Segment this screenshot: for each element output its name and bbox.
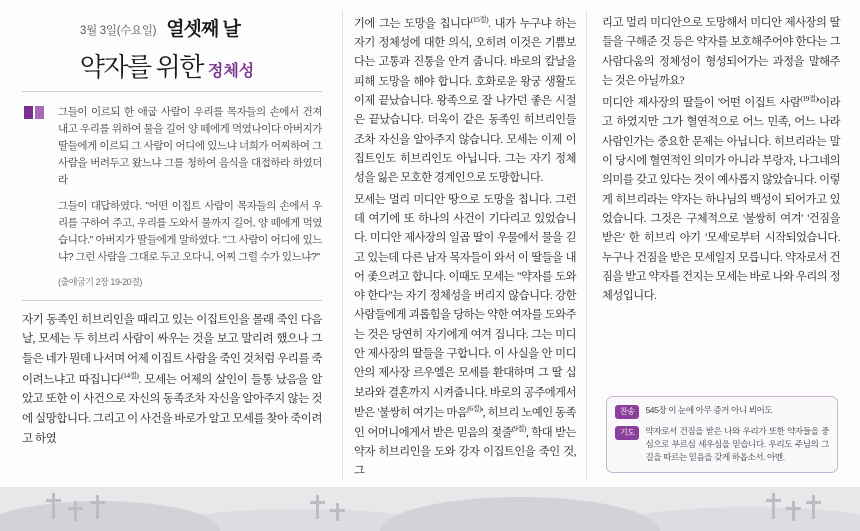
prayer-row xyxy=(615,425,829,464)
hymn-pill-label: 찬송 xyxy=(615,405,639,419)
cross-icon xyxy=(74,501,77,521)
page-title-accent: 정체성 xyxy=(207,63,255,80)
prayer-pill-label: 기도 xyxy=(615,426,639,440)
scripture-reference: (출애굽기 2장 19-20절) xyxy=(58,277,142,287)
cross-icon xyxy=(792,501,795,521)
cross-icon xyxy=(52,493,55,519)
column-middle xyxy=(346,0,584,531)
section-divider xyxy=(22,300,322,301)
header-date-row xyxy=(80,14,322,41)
column-divider-2 xyxy=(586,10,587,480)
cross-icon xyxy=(96,495,99,519)
scripture-paragraph xyxy=(58,198,322,266)
cross-icon xyxy=(772,493,775,519)
hymn-prayer-box xyxy=(606,396,838,473)
page-title xyxy=(22,47,322,84)
hill-shape xyxy=(0,501,220,531)
body-text-col1 xyxy=(22,311,322,450)
cross-icon xyxy=(812,495,815,519)
body-paragraph: 기에 그는 도망을 칩니다$^{(15절)}$. 내가 누구냐 하는 자기 정체성에 대한 의식, 오히려 이것은 기쁨보다는 고통과 진통을 안겨 줍니다. 바로의 칼날을 피해 도망을 해야 합니다. 호화로운 왕궁 생활도 이제 끝났습니다. 왕족으로 잘 나가던 좋은 시절은 끝났습니다. 더욱이 같은 동족인 히브리인들조차 자신을 알아주지 않습니다. 모세는 이제 이집트인도 히브리인도 아닙니다. 그는 자기 정체성을 잃은 모호한 경계인으로 도망합니다. xyxy=(354,15,576,185)
cross-icon xyxy=(316,495,319,519)
body-paragraph: 모세는 멀리 미디안 땅으로 도망을 칩니다. 그런데 여기에 또 하나의 사건이 기다리고 있었습니다. 미디안 제사장의 일곱 딸이 우물에서 물을 긷고 있는데 다른 남자 목자들이 와서 이 딸들을 내어 좇으려고 합니다. 이때도 모세는 "약자를 도와야 한다"는 자기 정체성을 버리지 않습니다. 강한 사람들에게 괴롭힘을 당하는 약한 여자를 도와주는 것은 당연히 자기에게 여겨 집니다. 그는 미디안 제사장의 딸들을 구합니다. 이 사실을 안 미디안의 제사장 르우엘은 모세를 환대하며 그 딸 십보라와 결혼까지 시켜줍니다. 바로의 공주에게서 받은 '불쌍히 여기는 마음$^{(6절)}$', 히브리 노예인 동족인 어머니에게서 받은 믿음의 젖줄$^{(9절)}$, 학대 받는 약자 히브리인을 도와 강자 이집트인을 죽인 것, 그 xyxy=(354,193,577,478)
body-text-col2 xyxy=(354,14,576,482)
column-left xyxy=(0,0,340,531)
hymn-row xyxy=(615,404,829,419)
cross-icon xyxy=(336,503,339,521)
body-text-col3 xyxy=(602,14,840,306)
prayer-text: 약자로서 건짐을 받은 나와 우리가 또한 약자들을 중심으로 부르심 세우심을 믿습니다. 우리도 주님의 그 길을 따르는 믿음을 갖게 하옵소서. 아멘. xyxy=(645,426,829,463)
page-title-plain: 약자를 위한 xyxy=(79,53,208,82)
scripture-paragraph-text: 그들이 대답하였다. "어떤 이집트 사람이 목자들의 손에서 우리를 구하여 주고, 우리를 도와서 물까지 길어, 양 떼에게 먹였습니다." 아버지가 딸들에게 말하였다. "그 사람이 어디에 있느냐? 그런 사람을 그대로 두고 오다니, 어찌 그럴 수가 있느냐?" xyxy=(58,200,322,263)
column-divider-1 xyxy=(342,10,343,480)
body-paragraph: 리고 멀리 미디안으로 도망해서 미디안 제사장의 딸들을 구해준 것 등은 약자를 보호해주어야 한다는 그 사람다움의 정체성이 형성되어가는 과정을 말해주는 것은 아닐까요? xyxy=(602,17,840,87)
body-paragraph: 자기 동족인 히브리인을 때리고 있는 이집트인을 몰래 죽인 다음 날, 모세는 두 히브리 사람이 싸우는 것을 보고 말리려 했으나 그들은 네가 뭔데 나서며 어제 이집트 사람을 죽인 것처럼 우리를 죽이려느냐고 따집니다$^{(14절)}$. 모세는 어제의 살인이 들통 났음을 알았고 또한 이 사건으로 자신의 동족조차 자신을 알아주지 않는 것에 실망합니다. 그리고 이 사건을 바로가 알고 모세를 찾아 죽이려고 하였 xyxy=(22,313,323,445)
hill-shape xyxy=(380,497,660,531)
day-label: 열셋째 날 xyxy=(166,19,240,40)
column-right xyxy=(592,0,854,531)
title-divider xyxy=(22,91,322,92)
date-badge: 3월 3일(수요일) xyxy=(80,25,157,37)
footer-illustration xyxy=(0,487,860,531)
body-paragraph: 미디안 제사장의 딸들이 '어떤 이집트 사람$^{(19절)}$'이라고 하였지만 그가 혈연적으로 어느 민족, 어느 나라 사람인가는 중요한 문제는 아닙니다. 히브리라는 말이 당시에 혈연적인 의미가 아니라 부랑자, 나그네의 의미를 갖고 있다는 것이 예사롭지 않았습니다. 이렇게 히브리라는 약자는 하나님의 백성이 되어가고 있었습니다. 그것은 구체적으로 '불쌍히 여겨' '건짐을 받은' 한 히브리 아기 '모세'로부터 시작되었습니다. 누구나 건짐을 받은 모세일지 모릅니다. 약자로서 건짐을 받고 약자를 건지는 모세는 바로 나와 우리의 정체성입니다. xyxy=(602,94,840,303)
scripture-paragraph: 그들이 이르되 한 애굽 사람이 우리를 목자들의 손에서 건져 내고 우리를 위하여 물을 길어 양 떼에게 먹였나이다 아버지가 딸들에게 이르되 그 사람이 어디에 있느냐 너희가 어찌하여 그 사람을 버려두고 왔느냐 그를 청하여 음식을 대접하라 하였더라 xyxy=(58,106,322,186)
quote-mark-icon xyxy=(24,106,46,120)
hymn-text: 545장 이 눈에 아무 증거 아니 뵈어도 xyxy=(645,405,773,416)
scripture-block xyxy=(22,104,322,290)
